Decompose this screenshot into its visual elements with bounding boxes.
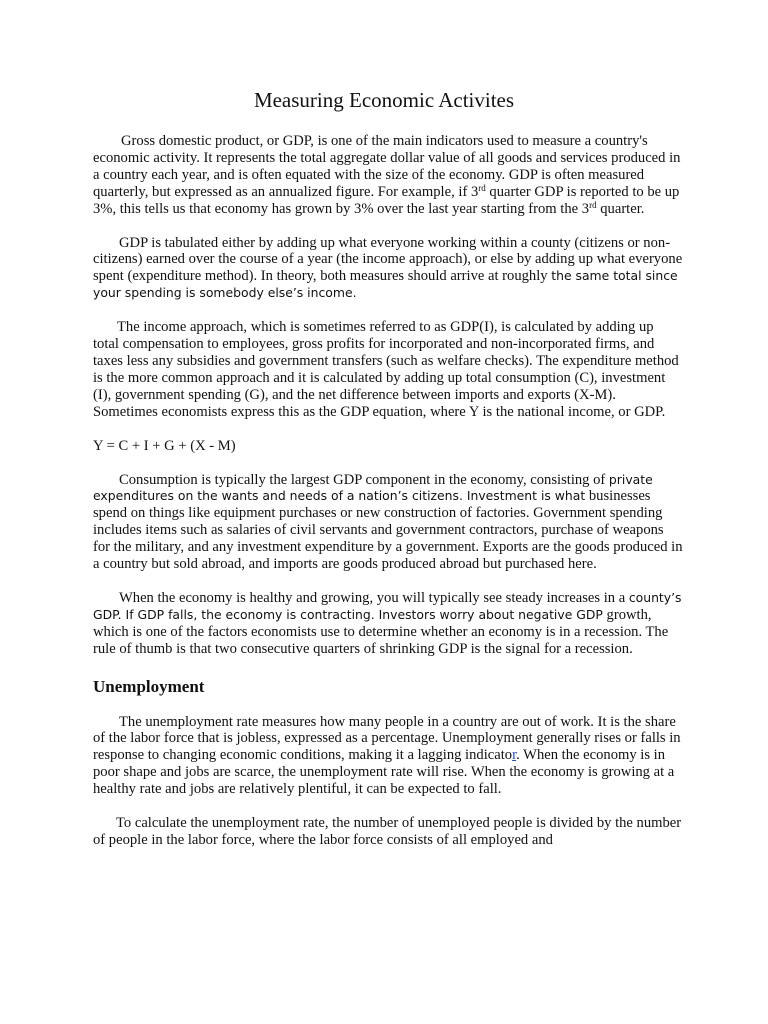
document-body bbox=[93, 133, 683, 866]
text-run: 3 bbox=[470, 183, 479, 200]
text-run: growth, which is one of the factors economists use to determine whether an economy is in a recession. The rule of thumb is that two consecutive quarters of shrinking GDP is the signal for a recession. bbox=[93, 606, 669, 657]
text-run: Consumption is typically the largest GDP component in the economy, consisting of bbox=[119, 471, 609, 488]
gdp-equation: Y = C + I + G + (X - M) bbox=[93, 437, 236, 454]
superscript: rd bbox=[478, 182, 486, 193]
lagging-indicator-link[interactable]: r bbox=[512, 747, 517, 764]
section-heading-unemployment: Unemployment bbox=[93, 676, 205, 696]
text-run: GDP is tabulated either by adding up what everyone working within a county (citizens or non-citizens) earned over the course of a year (the income approach), or else by adding up what everyone spent (expenditure method). In theory, both measures should arrive at roughly bbox=[93, 234, 683, 285]
paragraph-gdp-tabulation bbox=[93, 235, 683, 303]
text-run: When the economy is healthy and growing, you will typically see steady increases in a bbox=[119, 589, 629, 606]
paragraph-consumption bbox=[93, 472, 683, 573]
paragraph-gdp-intro bbox=[93, 133, 683, 218]
text-run: Gross domestic product, or GDP, is one of the main indicators used to measure a country's economic activity. It represents the total aggregate dollar value of all goods and services produced in a country each year, and is often equated with the size of the economy. GDP is often measured quarterly, but expressed as an annualized figure. For example, if bbox=[93, 133, 681, 200]
superscript: rd bbox=[589, 199, 597, 210]
paragraph-economy-growth bbox=[93, 590, 683, 658]
text-run: 3 bbox=[581, 200, 590, 217]
text-run: quarter GDP is reported to be up 3%, this tells us that economy has grown by 3% over the last year starting from the bbox=[93, 183, 680, 217]
text-run: The unemployment rate measures how many people in a country are out of work. It is the share of the labor force that is jobless, expressed as a percentage. Unemployment generally rises or falls in response to changing economic conditions, making it a lagging indicato bbox=[93, 713, 681, 764]
text-run-sans: county’s GDP. If GDP falls, the economy is contracting. Investors worry about negative GDP bbox=[93, 589, 682, 622]
text-run-sans: private expenditures on the wants and needs of a nation’s citizens. Investment is what bbox=[93, 471, 653, 504]
paragraph-income-approach: The income approach, which is sometimes referred to as GDP(I), is calculated by adding up total compensation to employees, gross profits for incorporated and non-incorporated firms, and taxes less any subsidies and government transfers (such as welfare checks). The expenditure method is the more common approach and it is calculated by adding up total consumption (C), investment (I), government spending (G), and the net difference between imports and exports (X-M). Sometimes economists express this as the GDP equation, where Y is the national income, or GDP. bbox=[93, 319, 679, 420]
paragraph-unemployment-rate bbox=[93, 714, 683, 799]
text-run: quarter. bbox=[596, 200, 645, 217]
text-run-sans: the same total since your spending is somebody else’s income. bbox=[93, 268, 678, 301]
paragraph-unemployment-calculation: To calculate the unemployment rate, the number of unemployed people is divided by the number of people in the labor force, where the labor force consists of all employed and bbox=[93, 815, 682, 848]
text-run: . When the economy is in poor shape and jobs are scarce, the unemployment rate will rise. When the economy is growing at a healthy rate and jobs are relatively plentiful, it can be expected to fall. bbox=[93, 747, 675, 798]
text-run: businesses spend on things like equipment purchases or new construction of factories. Government spending includes items such as salaries of civil servants and government contractors, purchase of weapons for the military, and any investment expenditure by a government. Exports are the goods produced in a country but sold abroad, and imports are goods produced abroad but purchased here. bbox=[93, 488, 683, 573]
document-title: Measuring Economic Activites bbox=[253, 88, 515, 112]
